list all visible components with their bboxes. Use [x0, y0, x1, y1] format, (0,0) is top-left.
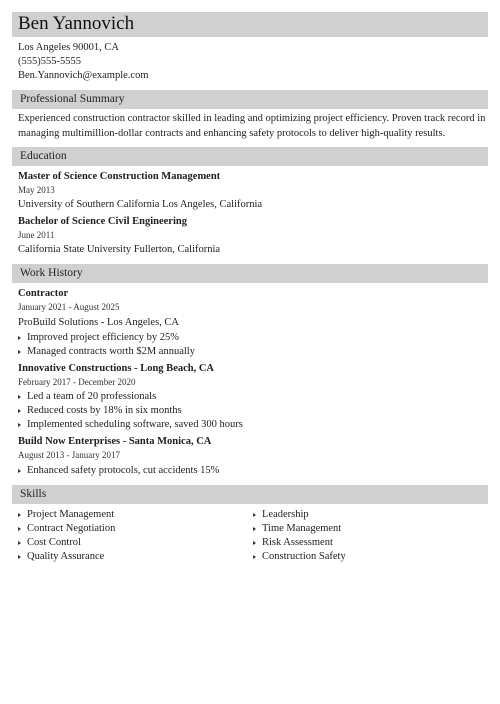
job-bullet-text: Enhanced safety protocols, cut accidents 15%	[27, 465, 220, 476]
list-item	[18, 345, 195, 358]
skill-text: Cost Control	[27, 537, 81, 548]
skill-text: Leadership	[262, 509, 309, 520]
work-section-bar	[12, 264, 488, 283]
summary-section-title: Professional Summary	[20, 93, 125, 105]
bullet-icon	[18, 513, 21, 517]
education-section-title: Education	[20, 150, 67, 162]
bullet-icon	[18, 541, 21, 545]
job-title: Contractor	[18, 288, 69, 299]
skill-item	[18, 508, 114, 521]
skill-item	[18, 522, 115, 535]
list-item	[18, 390, 156, 403]
bullet-icon	[253, 541, 256, 545]
job-bullet-text: Improved project efficiency by 25%	[27, 332, 179, 343]
bullet-icon	[18, 423, 21, 427]
list-item	[18, 331, 179, 344]
job-date: January 2021 - August 2025	[18, 302, 120, 312]
education-degree: Master of Science Construction Management	[18, 171, 221, 182]
job-company: ProBuild Solutions - Los Angeles, CA	[18, 317, 180, 328]
bullet-icon	[253, 555, 256, 559]
education-section-bar	[12, 147, 488, 166]
bullet-icon	[18, 350, 21, 354]
contact-phone: (555)555-5555	[18, 56, 81, 67]
education-school: University of Southern California Los Angeles, California	[18, 199, 263, 210]
skill-text: Project Management	[27, 509, 115, 520]
job-bullet-text: Implemented scheduling software, saved 300 hours	[27, 419, 243, 430]
contact-email: Ben.Yannovich@example.com	[18, 70, 149, 81]
education-date: June 2011	[18, 230, 55, 240]
work-section-title: Work History	[20, 267, 83, 279]
bullet-icon	[18, 409, 21, 413]
skill-item	[253, 522, 341, 535]
skill-item	[18, 550, 104, 563]
list-item	[18, 418, 243, 431]
skill-text: Quality Assurance	[27, 551, 105, 562]
job-bullet-text: Reduced costs by 18% in six months	[27, 405, 182, 416]
job-bullet-text: Led a team of 20 professionals	[27, 391, 157, 402]
skills-section-title: Skills	[20, 488, 47, 500]
education-degree: Bachelor of Science Civil Engineering	[18, 216, 187, 227]
job-date: February 2017 - December 2020	[18, 377, 136, 387]
list-item	[18, 464, 219, 477]
skill-text: Contract Negotiation	[27, 523, 116, 534]
summary-text: Experienced construction contractor skilled in leading and optimizing project efficiency. Proven track record in managing multimillion-dollar contracts and enhancing safety protocols to deliver high-quality results.	[18, 113, 486, 139]
bullet-icon	[253, 513, 256, 517]
education-school: California State University Fullerton, California	[18, 244, 221, 255]
skill-item	[18, 536, 81, 549]
skill-item	[253, 536, 333, 549]
bullet-icon	[18, 395, 21, 399]
education-date: May 2013	[18, 185, 55, 195]
list-item	[18, 404, 182, 417]
job-title: Build Now Enterprises - Santa Monica, CA	[18, 436, 212, 447]
job-title: Innovative Constructions - Long Beach, CA	[18, 363, 215, 374]
bullet-icon	[18, 555, 21, 559]
bullet-icon	[18, 469, 21, 473]
skill-text: Time Management	[262, 523, 342, 534]
skill-item	[253, 508, 309, 521]
skills-section-bar	[12, 485, 488, 504]
contact-address: Los Angeles 90001, CA	[18, 42, 119, 53]
candidate-name: Ben Yannovich	[18, 13, 135, 34]
bullet-icon	[18, 527, 21, 531]
skill-text: Construction Safety	[262, 551, 346, 562]
job-date: August 2013 - January 2017	[18, 450, 120, 460]
job-bullet-text: Managed contracts worth $2M annually	[27, 346, 195, 357]
bullet-icon	[18, 336, 21, 340]
skill-item	[253, 550, 346, 563]
skill-text: Risk Assessment	[262, 537, 333, 548]
bullet-icon	[253, 527, 256, 531]
